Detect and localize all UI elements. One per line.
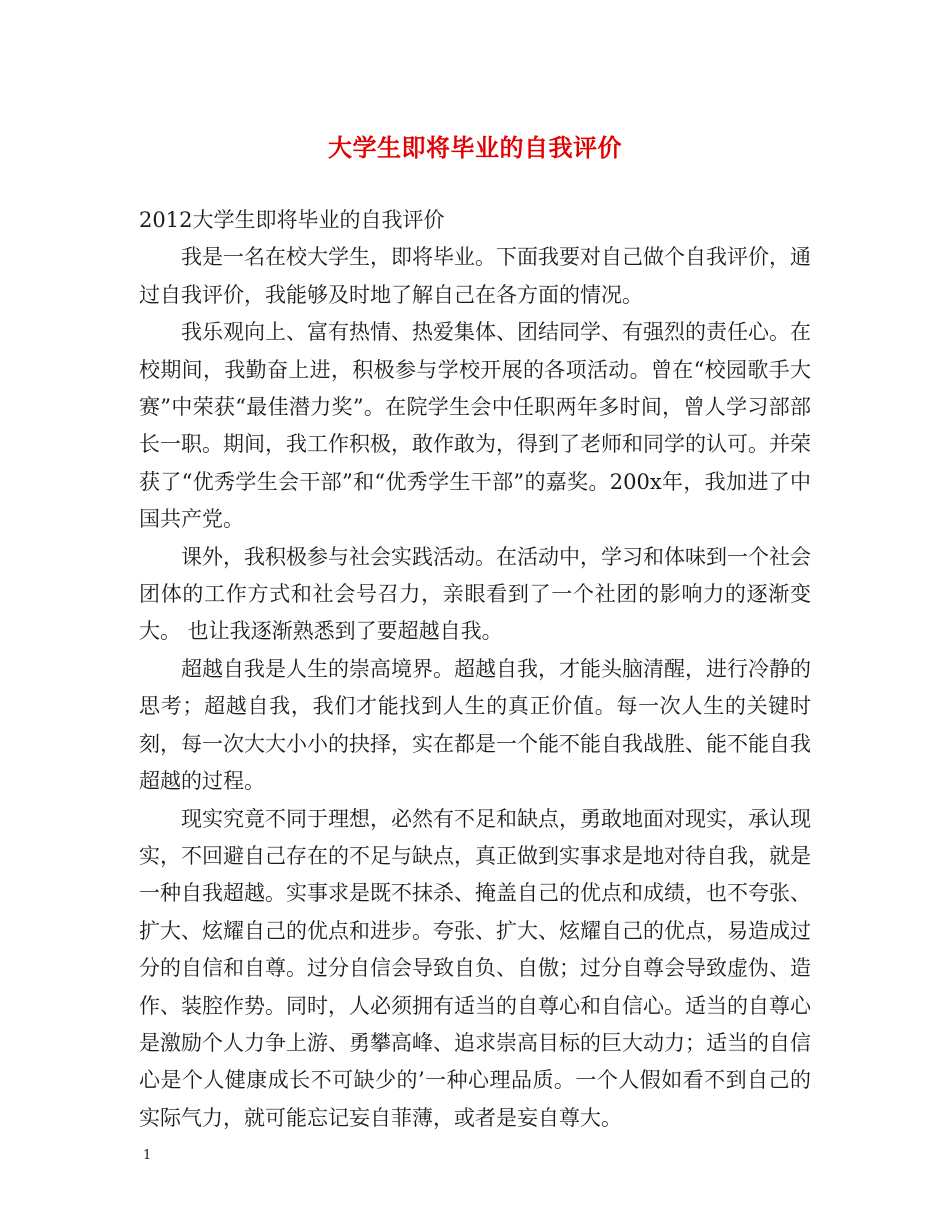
document-body [139, 202, 811, 1137]
paragraph-1: 我是一名在校大学生，即将毕业。下面我要对自己做个自我评价，通过自我评价，我能够及时地了解自己在各方面的情况。 [139, 245, 811, 307]
document-title: 大学生即将毕业的自我评价 [328, 133, 622, 162]
paragraph-3: 课外，我积极参与社会实践活动。在活动中，学习和体味到一个社会团体的工作方式和社会号召力，亲眼看到了一个社团的影响力的逐渐变大。 也让我逐渐熟悉到了要超越自我。 [139, 544, 811, 644]
paragraph-4: 超越自我是人生的崇高境界。超越自我，才能头脑清醒，进行冷静的思考；超越自我，我们才能找到人生的真正价值。每一次人生的关键时刻，每一次大大小小的抉择，实在都是一个能不能自我战胜、能不能自我超越的过程。 [139, 656, 811, 794]
document-subtitle: 2012大学生即将毕业的自我评价 [139, 208, 445, 232]
paragraph-2: 我乐观向上、富有热情、热爱集体、团结同学、有强烈的责任心。在校期间，我勤奋上进，积极参与学校开展的各项活动。曾在“校园歌手大赛”中荣获“最佳潜力奖”。在院学生会中任职两年多时间，曾人学习部部长一职。期间，我工作积极，敢作敢为，得到了老师和同学的认可。并荣获了“优秀学生会干部”和“优秀学生干部”的嘉奖。200x年，我加进了中国共产党。 [139, 320, 811, 532]
paragraph-5: 现实究竟不同于理想，必然有不足和缺点，勇敢地面对现实，承认现实，不回避自己存在的不足与缺点，真正做到实事求是地对待自我，就是一种自我超越。实事求是既不抹杀、掩盖自己的优点和成绩，也不夸张、扩大、炫耀自己的优点和进步。夸张、扩大、炫耀自己的优点，易造成过分的自信和自尊。过分自信会导致自负、自傲；过分自尊会导致虚伪、造作、装腔作势。同时，人必须拥有适当的自尊心和自信心。适当的自尊心是激励个人力争上游、勇攀高峰、追求崇高目标的巨大动力；适当的自信心是个人健康成长不可缺少的’一种心理品质。一个人假如看不到自己的实际气力，就可能忘记妄自菲薄，或者是妄自尊大。 [139, 806, 811, 1130]
page-number: 1 [143, 1148, 152, 1163]
